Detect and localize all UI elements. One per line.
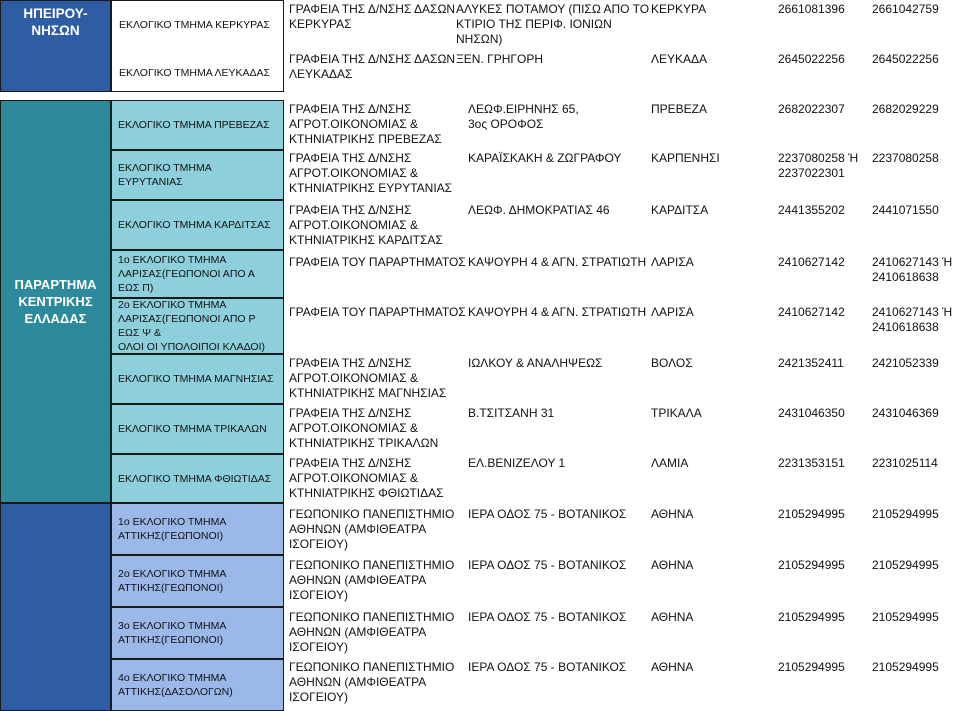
section-label: ΕΚΛΟΓΙΚΟ ΤΜΗΜΑ ΦΘΙΩΤΙΔΑΣ	[118, 472, 272, 485]
city-cell: ΛΕΥΚΑΔΑ	[651, 52, 708, 66]
region-attica	[0, 503, 111, 711]
section-label: ΕΚΛΟΓΙΚΟ ΤΜΗΜΑ ΚΑΡΔΙΤΣΑΣ	[118, 219, 271, 231]
fax-cell: 2682029229	[872, 102, 939, 116]
fax-cell: 2645022256	[872, 52, 939, 66]
address-cell: ΙΕΡΑ ΟΔΟΣ 75 - ΒΟΤΑΝΙΚΟΣ	[468, 507, 627, 521]
phone-cell: 2105294995	[778, 610, 845, 624]
fax-cell: 2410627143 Ή 2410618638	[872, 255, 953, 284]
section-label: 1ο ΕΚΛΟΓΙΚΟ ΤΜΗΜΑ ΑΤΤΙΚΗΣ(ΓΕΩΠΟΝΟΙ)	[118, 516, 227, 542]
region-label: ΗΠΕΙΡΟΥ-ΝΗΣΩΝ	[23, 6, 88, 38]
city-cell: ΚΑΡΔΙΤΣΑ	[651, 203, 709, 217]
address-cell: ΙΩΛΚΟΥ & ΑΝΑΛΗΨΕΩΣ	[468, 356, 603, 370]
section-label: 2ο ΕΚΛΟΓΙΚΟ ΤΜΗΜΑ ΛΑΡΙΣΑΣ(ΓΕΩΠΟΝΟΙ ΑΠΟ Ρ ΕΩΣ Ψ & ΟΛΟΙ ΟΙ ΥΠΟΛΟΙΠΟΙ ΚΛΑΔΟΙ)	[118, 299, 266, 353]
city-cell: ΛΑΡΙΣΑ	[651, 305, 694, 319]
section-label: 3ο ΕΚΛΟΓΙΚΟ ΤΜΗΜΑ ΑΤΤΙΚΗΣ(ΓΕΩΠΟΝΟΙ)	[118, 620, 227, 646]
office-cell: ΓΡΑΦΕΙΑ ΤΗΣ Δ/ΝΣΗΣ ΔΑΣΩΝ ΛΕΥΚΑΔΑΣ	[289, 52, 456, 81]
phone-cell: 2105294995	[778, 507, 845, 521]
city-cell: ΑΘΗΝΑ	[651, 660, 694, 674]
city-cell: ΚΑΡΠΕΝΗΣΙ	[651, 151, 720, 165]
address-cell: ΞΕΝ. ΓΡΗΓΟΡΗ	[456, 52, 544, 66]
section-cell	[111, 200, 284, 250]
phone-cell: 2431046350	[778, 406, 845, 420]
address-cell: ΚΑΨΟΥΡΗ 4 & ΑΓΝ. ΣΤΡΑΤΙΩΤΗ	[468, 305, 647, 319]
office-cell: ΓΡΑΦΕΙΑ ΤΗΣ Δ/ΝΣΗΣ ΑΓΡΟΤ.ΟΙΚΟΝΟΜΙΑΣ & ΚΤΗΝΙΑΤΡΙΚΗΣ ΠΡΕΒΕΖΑΣ	[289, 102, 442, 146]
section-label: 2ο ΕΚΛΟΓΙΚΟ ΤΜΗΜΑ ΑΤΤΙΚΗΣ(ΓΕΩΠΟΝΟΙ)	[118, 568, 227, 594]
address-cell: ΛΕΩΦ. ΔΗΜΟΚΡΑΤΙΑΣ 46	[468, 203, 610, 217]
section-label: 1ο ΕΚΛΟΓΙΚΟ ΤΜΗΜΑ ΛΑΡΙΣΑΣ(ΓΕΩΠΟΝΟΙ ΑΠΟ Α ΕΩΣ Π)	[118, 254, 255, 294]
section-label: ΕΚΛΟΓΙΚΟ ΤΜΗΜΑ ΕΥΡΥΤΑΝΙΑΣ	[118, 162, 212, 188]
phone-cell: 2661081396	[778, 2, 845, 16]
section-cell	[111, 354, 284, 404]
address-cell: ΛΕΩΦ.ΕΙΡΗΝΗΣ 65, 3ος ΟΡΟΦΟΣ	[468, 102, 579, 131]
city-cell: ΑΘΗΝΑ	[651, 507, 694, 521]
office-cell: ΓΡΑΦΕΙΑ ΤΗΣ Δ/ΝΣΗΣ ΑΓΡΟΤ.ΟΙΚΟΝΟΜΙΑΣ & ΚΤΗΝΙΑΤΡΙΚΗΣ ΦΘΙΩΤΙΔΑΣ	[289, 456, 444, 500]
section-cell	[111, 607, 284, 659]
phone-cell: 2410627142	[778, 305, 845, 319]
address-cell: ΕΛ.ΒΕΝΙΖΕΛΟΥ 1	[468, 456, 566, 470]
fax-cell: 2237080258	[872, 151, 939, 165]
section-cell	[111, 555, 284, 607]
section-cell	[111, 659, 284, 711]
city-cell: ΑΘΗΝΑ	[651, 610, 694, 624]
fax-cell: 2105294995	[872, 660, 939, 674]
section-label: ΕΚΛΟΓΙΚΟ ΤΜΗΜΑ ΛΕΥΚΑΔΑΣ	[119, 67, 271, 79]
office-cell: ΓΡΑΦΕΙΑ ΤΟΥ ΠΑΡΑΡΤΗΜΑΤΟΣ	[289, 255, 466, 269]
office-cell: ΓΕΩΠΟΝΙΚΟ ΠΑΝΕΠΙΣΤΗΜΙΟ ΑΘΗΝΩΝ (ΑΜΦΙΘΕΑΤΡΑ ΙΣΟΓΕΙΟΥ)	[289, 660, 455, 704]
address-cell: ΙΕΡΑ ΟΔΟΣ 75 - ΒΟΤΑΝΙΚΟΣ	[468, 558, 627, 572]
section-cell	[111, 404, 284, 454]
office-cell: ΓΕΩΠΟΝΙΚΟ ΠΑΝΕΠΙΣΤΗΜΙΟ ΑΘΗΝΩΝ (ΑΜΦΙΘΕΑΤΡΑ ΙΣΟΓΕΙΟΥ)	[289, 507, 455, 551]
phone-cell: 2441355202	[778, 203, 845, 217]
fax-cell: 2441071550	[872, 203, 939, 217]
address-cell: ΚΑΨΟΥΡΗ 4 & ΑΓΝ. ΣΤΡΑΤΙΩΤΗ	[468, 255, 647, 269]
fax-cell: 2231025114	[872, 456, 938, 470]
region-epirus-islands	[0, 0, 111, 92]
fax-cell: 2105294995	[872, 610, 939, 624]
office-cell: ΓΡΑΦΕΙΑ ΤΟΥ ΠΑΡΑΡΤΗΜΑΤΟΣ	[289, 305, 466, 319]
phone-cell: 2231353151	[778, 456, 845, 470]
city-cell: ΤΡΙΚΑΛΑ	[651, 406, 702, 420]
section-label: ΕΚΛΟΓΙΚΟ ΤΜΗΜΑ ΜΑΓΝΗΣΙΑΣ	[118, 373, 274, 385]
section-cell	[111, 503, 284, 555]
office-cell: ΓΡΑΦΕΙΑ ΤΗΣ Δ/ΝΣΗΣ ΑΓΡΟΤ.ΟΙΚΟΝΟΜΙΑΣ & ΚΤΗΝΙΑΤΡΙΚΗΣ ΤΡΙΚΑΛΩΝ	[289, 406, 439, 450]
address-cell: ΑΛΥΚΕΣ ΠΟΤΑΜΟΥ (ΠΙΣΩ ΑΠΟ ΤΟ ΚΤΙΡΙΟ ΤΗΣ ΠΕΡΙΦ. ΙΟΝΙΩΝ ΝΗΣΩΝ)	[456, 2, 650, 46]
city-cell: ΠΡΕΒΕΖΑ	[651, 102, 708, 116]
city-cell: ΚΕΡΚΥΡΑ	[651, 2, 707, 16]
region-label: ΠΑΡΑΡΤΗΜΑ ΚΕΝΤΡΙΚΗΣ ΕΛΛΑΔΑΣ	[14, 277, 97, 326]
office-cell: ΓΡΑΦΕΙΑ ΤΗΣ Δ/ΝΣΗΣ ΑΓΡΟΤ.ΟΙΚΟΝΟΜΙΑΣ & ΚΤΗΝΙΑΤΡΙΚΗΣ ΜΑΓΝΗΣΙΑΣ	[289, 356, 447, 400]
section-cell	[111, 454, 284, 503]
section-label: ΕΚΛΟΓΙΚΟ ΤΜΗΜΑ ΠΡΕΒΕΖΑΣ	[118, 119, 270, 131]
office-cell: ΓΕΩΠΟΝΙΚΟ ΠΑΝΕΠΙΣΤΗΜΙΟ ΑΘΗΝΩΝ (ΑΜΦΙΘΕΑΤΡΑ ΙΣΟΓΕΙΟΥ)	[289, 610, 455, 654]
city-cell: ΒΟΛΟΣ	[651, 356, 693, 370]
phone-cell: 2682022307	[778, 102, 845, 116]
city-cell: ΛΑΡΙΣΑ	[651, 255, 694, 269]
phone-cell: 2105294995	[778, 660, 845, 674]
office-cell: ΓΕΩΠΟΝΙΚΟ ΠΑΝΕΠΙΣΤΗΜΙΟ ΑΘΗΝΩΝ (ΑΜΦΙΘΕΑΤΡΑ ΙΣΟΓΕΙΟΥ)	[289, 558, 455, 602]
city-cell: ΑΘΗΝΑ	[651, 558, 694, 572]
city-cell: ΛΑΜΙΑ	[651, 456, 689, 470]
section-label: 4ο ΕΚΛΟΓΙΚΟ ΤΜΗΜΑ ΑΤΤΙΚΗΣ(ΔΑΣΟΛΟΓΩΝ)	[118, 672, 233, 698]
address-cell: ΙΕΡΑ ΟΔΟΣ 75 - ΒΟΤΑΝΙΚΟΣ	[468, 610, 627, 624]
office-cell: ΓΡΑΦΕΙΑ ΤΗΣ Δ/ΝΣΗΣ ΔΑΣΩΝ ΚΕΡΚΥΡΑΣ	[289, 2, 456, 31]
fax-cell: 2431046369	[872, 406, 939, 420]
section-label: ΕΚΛΟΓΙΚΟ ΤΜΗΜΑ ΚΕΡΚΥΡΑΣ	[119, 19, 270, 31]
section-cell	[111, 150, 284, 200]
phone-cell: 2105294995	[778, 558, 845, 572]
office-cell: ΓΡΑΦΕΙΑ ΤΗΣ Δ/ΝΣΗΣ ΑΓΡΟΤ.ΟΙΚΟΝΟΜΙΑΣ & ΚΤΗΝΙΑΤΡΙΚΗΣ ΚΑΡΔΙΤΣΑΣ	[289, 203, 443, 247]
fax-cell: 2105294995	[872, 507, 939, 521]
address-cell: ΙΕΡΑ ΟΔΟΣ 75 - ΒΟΤΑΝΙΚΟΣ	[468, 660, 627, 674]
address-cell: Β.ΤΣΙΤΣΑΝΗ 31	[468, 406, 555, 420]
fax-cell: 2421052339	[872, 356, 939, 370]
fax-cell: 2410627143 Ή 2410618638	[872, 305, 953, 334]
region-central-greece	[0, 100, 111, 503]
section-label: ΕΚΛΟΓΙΚΟ ΤΜΗΜΑ ΤΡΙΚΑΛΩΝ	[118, 423, 267, 435]
section-cell	[111, 250, 284, 298]
section-cell	[111, 100, 284, 150]
phone-cell: 2645022256	[778, 52, 845, 66]
phone-cell: 2237080258 Ή 2237022301	[778, 151, 859, 180]
fax-cell: 2661042759	[872, 2, 939, 16]
phone-cell: 2421352411	[778, 356, 844, 370]
section-cell	[111, 298, 284, 354]
fax-cell: 2105294995	[872, 558, 939, 572]
address-cell: ΚΑΡΑΪΣΚΑΚΗ & ΖΩΓΡΑΦΟΥ	[468, 151, 622, 165]
phone-cell: 2410627142	[778, 255, 845, 269]
office-cell: ΓΡΑΦΕΙΑ ΤΗΣ Δ/ΝΣΗΣ ΑΓΡΟΤ.ΟΙΚΟΝΟΜΙΑΣ & ΚΤΗΝΙΑΤΡΙΚΗΣ ΕΥΡΥΤΑΝΙΑΣ	[289, 151, 453, 195]
